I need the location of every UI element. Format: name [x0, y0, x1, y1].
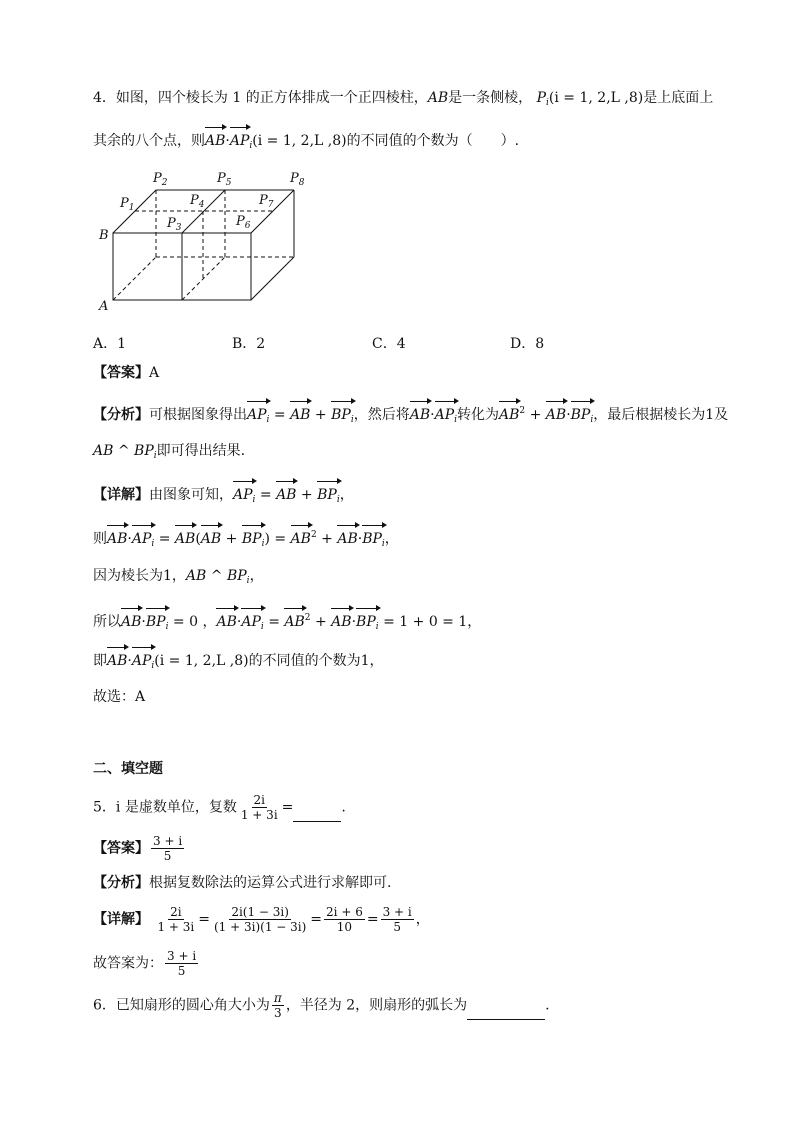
perpendicular-expr: AB ^ BP	[93, 443, 154, 459]
fraction	[324, 905, 365, 934]
question-number: 4．	[93, 90, 116, 106]
denominator: 1 + 3i	[240, 808, 278, 822]
q4-stem-line1	[93, 87, 713, 114]
vector-ab: AB	[121, 609, 141, 633]
vector-api: $AP_i$	[132, 526, 154, 555]
q4-detail-line1: 【详解】由图象可知，$AP_i$ = AB + $BP_i$，	[93, 482, 354, 511]
vector-api: AP	[230, 128, 250, 152]
detail-text: 所以	[93, 614, 121, 630]
detail-text: 即	[93, 653, 107, 669]
vector-api: $AP_i$	[241, 609, 263, 638]
answer-blank	[293, 821, 341, 822]
vector-api: $AP_i$	[233, 482, 255, 511]
q4-analysis: 【分析】可根据图象得出$AP_i$ = AB + $BP_i$，然后将$AB\cdot AP_i$转化为$AB^2 + AB\cdot BP_i$，最后根据棱长为1及	[93, 400, 728, 431]
detail-text: 由图象可知，	[149, 487, 233, 503]
q4-detail-line4: 所以$AB\cdot BP_i = 0$ ，$AB\cdot AP_i = AB^2 + AB\cdot BP_i = 1 + 0 = 1$，	[93, 607, 481, 638]
q4-stem-line2: 其余的八个点，则$AB\cdot AP_i(i = 1$, 2,L ,8)的不同值的个数为（ ）.	[93, 128, 519, 157]
denominator: 10	[336, 920, 353, 934]
numerator: 2i + 6	[326, 905, 363, 919]
denominator: (1 + 3i)(1 − 3i)	[213, 920, 307, 934]
answer-value: A	[149, 365, 160, 381]
q4-answer	[93, 362, 159, 384]
q5-final	[93, 949, 200, 978]
index-range: (i = 1, 2,L ,8)	[154, 653, 249, 669]
vector-ab: AB	[276, 482, 296, 506]
label-p4: $P_4$	[190, 193, 205, 210]
detail-text: = 0 ，	[172, 614, 217, 630]
vector-bpi: $BP_i$	[146, 609, 169, 638]
point-p: P	[536, 90, 547, 106]
q4-stem-text: 的不同值的个数为（ ）.	[346, 133, 520, 149]
equals-sign: =	[281, 799, 294, 816]
edge-ab: AB	[427, 90, 449, 106]
perpendicular-expr: AB ^ BP	[185, 568, 247, 584]
numerator: 3 + i	[167, 949, 197, 963]
numerator: 2i(1 − 3i)	[231, 905, 289, 919]
vector-ab: AB	[337, 526, 357, 550]
question-number: 6．	[93, 997, 116, 1014]
fraction	[165, 949, 198, 978]
q5-stem-text: i 是虚数单位，复数	[115, 799, 237, 816]
analysis-tag: 【分析】	[93, 875, 149, 891]
q4-stem-text: 如图，四个棱长为 1 的正方体排成一个正四棱柱，	[115, 90, 428, 106]
vector-bpi: $BP_i$	[356, 609, 379, 638]
vector-ab: AB	[410, 402, 430, 426]
fraction	[151, 834, 184, 863]
q4-analysis-line2	[93, 440, 245, 467]
detail-tag: 【详解】	[93, 911, 149, 928]
numerator: π	[273, 991, 282, 1005]
vector-ab: AB	[499, 402, 519, 426]
index-range: (i = 1, 2,L ,8)	[548, 90, 644, 106]
denominator: 1 + 3i	[157, 920, 195, 934]
vector-bpi: $BP_i$	[331, 402, 354, 431]
vector-api: $AP_i$	[435, 402, 457, 431]
numerator: 3 + i	[153, 834, 183, 848]
subscript: i	[246, 576, 250, 586]
analysis-tag: 【分析】	[93, 407, 149, 423]
subscript: i	[546, 98, 549, 108]
vector-ab: AB	[284, 609, 304, 633]
vector-bpi: $BP_i$	[242, 526, 265, 555]
analysis-text: 转化为	[457, 407, 499, 423]
q4-detail-line2: 则$AB\cdot AP_i = AB(AB + BP_i) = AB^2 + AB\cdot BP_i$，	[93, 524, 399, 555]
denominator: 3	[274, 1006, 282, 1020]
vector-ab: AB	[107, 648, 127, 672]
detail-text: = 1 + 0 = 1，	[383, 614, 482, 630]
q4-detail-line3: 因为棱长为1，AB ^ $BP_i$，	[93, 568, 264, 586]
vector-bpi: $BP_i$	[571, 402, 594, 431]
label-a: A	[99, 299, 109, 314]
answer-tag: 【答案】	[93, 840, 149, 857]
label-p5: $P_5$	[217, 171, 232, 188]
denominator: 5	[163, 849, 172, 863]
vector-ab: AB	[175, 526, 195, 550]
q5-detail: 【详解】 $\frac{2i}{1 + 3i}$ = $\frac{2i(1 - 3i)}{(1 + 3i)(1 - 3i)}$ = $\frac{2i + 6}{10}$ = $\frac{3 + i}{5}$ ，	[93, 905, 430, 934]
detail-text: 则	[93, 531, 107, 547]
detail-tag: 【详解】	[93, 487, 149, 503]
vector-api: $AP_i$	[132, 648, 154, 677]
fraction	[212, 905, 308, 934]
vector-ab: AB	[546, 402, 566, 426]
vector-ab: AB	[205, 128, 225, 152]
q6-stem-text: ，半径为 2，则扇形的弧长为	[285, 997, 468, 1014]
vector-ab: AB	[107, 526, 127, 550]
label-p8: $P_8$	[290, 171, 305, 188]
prism-figure	[93, 165, 313, 315]
vector-bpi: $BP_i$	[317, 482, 340, 511]
analysis-text: 可根据图象得出	[149, 407, 247, 423]
q4-stem-text: 是上底面上	[643, 90, 714, 106]
numerator: 2i	[170, 905, 182, 919]
q4-stem-text: 其余的八个点，则	[93, 133, 205, 149]
option-d: D．8	[510, 336, 545, 352]
answer-tag: 【答案】	[93, 365, 149, 381]
section-title: 二、填空题	[93, 761, 163, 777]
q4-choose: 故选：A	[93, 689, 146, 705]
analysis-text: 根据复数除法的运算公式进行求解即可.	[149, 875, 392, 891]
label-p7: $P_7$	[259, 193, 274, 210]
q5-stem: 5．i 是虚数单位，复数 $\frac{2i}{1 + 3i}$ = .	[93, 793, 346, 822]
option-a: A．1	[93, 336, 127, 352]
vector-ab: AB	[291, 526, 311, 550]
fraction	[381, 905, 414, 934]
q6-stem: 6．已知扇形的圆心角大小为 $\frac{\pi}{3}$ ，半径为 2，则扇形的弧长为 .	[93, 991, 550, 1020]
analysis-text: 即可得出结果.	[156, 443, 246, 459]
q4-detail-line5: 即$AB\cdot AP_i(i = 1$, 2,L ,8)的不同值的个数为1，	[93, 648, 384, 677]
final-text: 故答案为：	[93, 955, 163, 972]
question-number: 5．	[93, 799, 116, 816]
detail-text: 因为棱长为1，	[93, 568, 186, 584]
index-range: (i = 1, 2,L ,8)	[252, 133, 347, 149]
q5-analysis	[93, 872, 391, 894]
option-b: B．2	[232, 336, 266, 352]
fraction	[239, 793, 280, 822]
analysis-text: ，最后根据棱长为1及	[593, 407, 729, 423]
option-c: C．4	[372, 336, 406, 352]
vector-ab: AB	[216, 609, 236, 633]
vector-ab: AB	[331, 609, 351, 633]
detail-text: 的不同值的个数为1，	[248, 653, 384, 669]
numerator: 3 + i	[382, 905, 412, 919]
subscript: i	[153, 451, 157, 461]
vector-ab: AB	[201, 526, 221, 550]
q5-answer	[93, 834, 186, 863]
subscript: i	[249, 141, 253, 151]
label-p1: $P_1$	[120, 196, 135, 213]
vector-api: $AP_i$	[247, 402, 269, 431]
label-p3: $P_3$	[167, 216, 182, 233]
fraction	[272, 991, 284, 1020]
answer-blank	[467, 1019, 545, 1020]
q6-stem-text: 已知扇形的圆心角大小为	[115, 997, 270, 1014]
label-b: B	[99, 228, 109, 243]
analysis-text: ，然后将	[353, 407, 410, 423]
denominator: 5	[177, 964, 186, 978]
label-p6: $P_6$	[236, 214, 251, 231]
denominator: 5	[393, 920, 401, 934]
q4-stem-text: 是一条侧棱，	[448, 90, 533, 106]
numerator: 2i	[253, 793, 265, 807]
vector-ab: AB	[290, 402, 310, 426]
vector-bpi: $BP_i$	[362, 526, 385, 555]
fraction	[155, 905, 196, 934]
label-p2: $P_2$	[153, 171, 168, 188]
